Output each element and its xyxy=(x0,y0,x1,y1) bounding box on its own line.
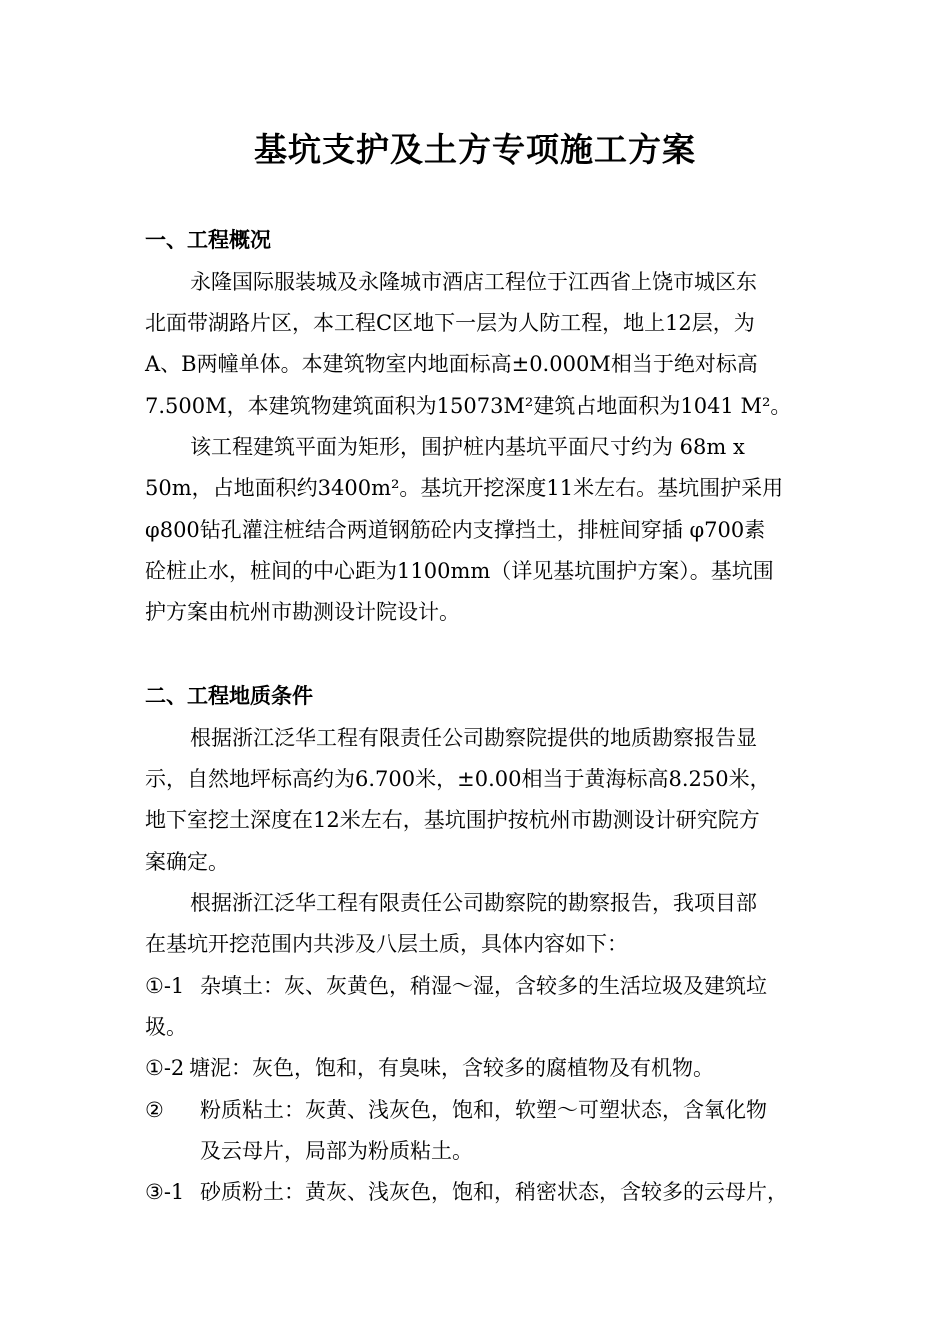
paragraph-line: 根据浙江泛华工程有限责任公司勘察院的勘察报告，我项目部 xyxy=(190,891,757,915)
paragraph-line: φ800钻孔灌注桩结合两道钢筋砼内支撑挡土，排桩间穿插 φ700素 xyxy=(145,518,766,542)
soil-layer-text: 砂质粉土：黄灰、浅灰色，饱和，稍密状态，含较多的云母片， xyxy=(200,1180,788,1204)
paragraph-line: 示，自然地坪标高约为6.700米，±0.00相当于黄海标高8.250米， xyxy=(145,767,771,791)
paragraph-line: 砼桩止水，桩间的中心距为1100mm（详见基坑围护方案）。基坑围 xyxy=(145,559,774,583)
paragraph-line: 护方案由杭州市勘测设计院设计。 xyxy=(145,600,460,624)
paragraph-line: 永隆国际服装城及永隆城市酒店工程位于江西省上饶市城区东 xyxy=(190,270,757,294)
soil-layer-text: 塘泥：灰色，饱和，有臭味，含较多的腐植物及有机物。 xyxy=(189,1056,714,1080)
soil-layer-text: 圾。 xyxy=(145,1015,187,1039)
paragraph-line: 根据浙江泛华工程有限责任公司勘察院提供的地质勘察报告显 xyxy=(190,726,757,750)
paragraph-line: 案确定。 xyxy=(145,850,229,874)
document-title: 基坑支护及土方专项施工方案 xyxy=(254,130,696,169)
soil-layer-text: 粉质粘土：灰黄、浅灰色，饱和，软塑～可塑状态，含氧化物 xyxy=(200,1098,767,1122)
section-heading-overview: 一、工程概况 xyxy=(145,227,271,252)
soil-layer-label: ③-1 xyxy=(145,1180,185,1204)
paragraph-line: A、B两幢单体。本建筑物室内地面标高±0.000M相当于绝对标高 xyxy=(145,352,758,376)
paragraph-line: 50m，占地面积约3400m²。基坑开挖深度11米左右。基坑围护采用 xyxy=(145,476,784,500)
paragraph-line: 地下室挖土深度在12米左右，基坑围护按杭州市勘测设计研究院方 xyxy=(145,808,760,832)
soil-layer-text: 杂填土：灰、灰黄色，稍湿～湿，含较多的生活垃圾及建筑垃 xyxy=(200,974,767,998)
paragraph-line: 在基坑开挖范围内共涉及八层土质，具体内容如下： xyxy=(145,932,628,956)
paragraph-line: 北面带湖路片区，本工程C区地下一层为人防工程，地上12层，为 xyxy=(145,311,755,335)
soil-layer-label: ② xyxy=(145,1098,164,1122)
section-heading-geology: 二、工程地质条件 xyxy=(145,683,313,708)
paragraph-line: 该工程建筑平面为矩形，围护桩内基坑平面尺寸约为 68m x xyxy=(190,435,745,459)
soil-layer-text: 及云母片，局部为粉质粘土。 xyxy=(200,1139,473,1163)
soil-layer-label: ①-1 xyxy=(145,974,185,998)
soil-layer-label: ①-2 xyxy=(145,1056,185,1080)
paragraph-line: 7.500M，本建筑物建筑面积为15073M²建筑占地面积为1041 M²。 xyxy=(145,394,792,418)
